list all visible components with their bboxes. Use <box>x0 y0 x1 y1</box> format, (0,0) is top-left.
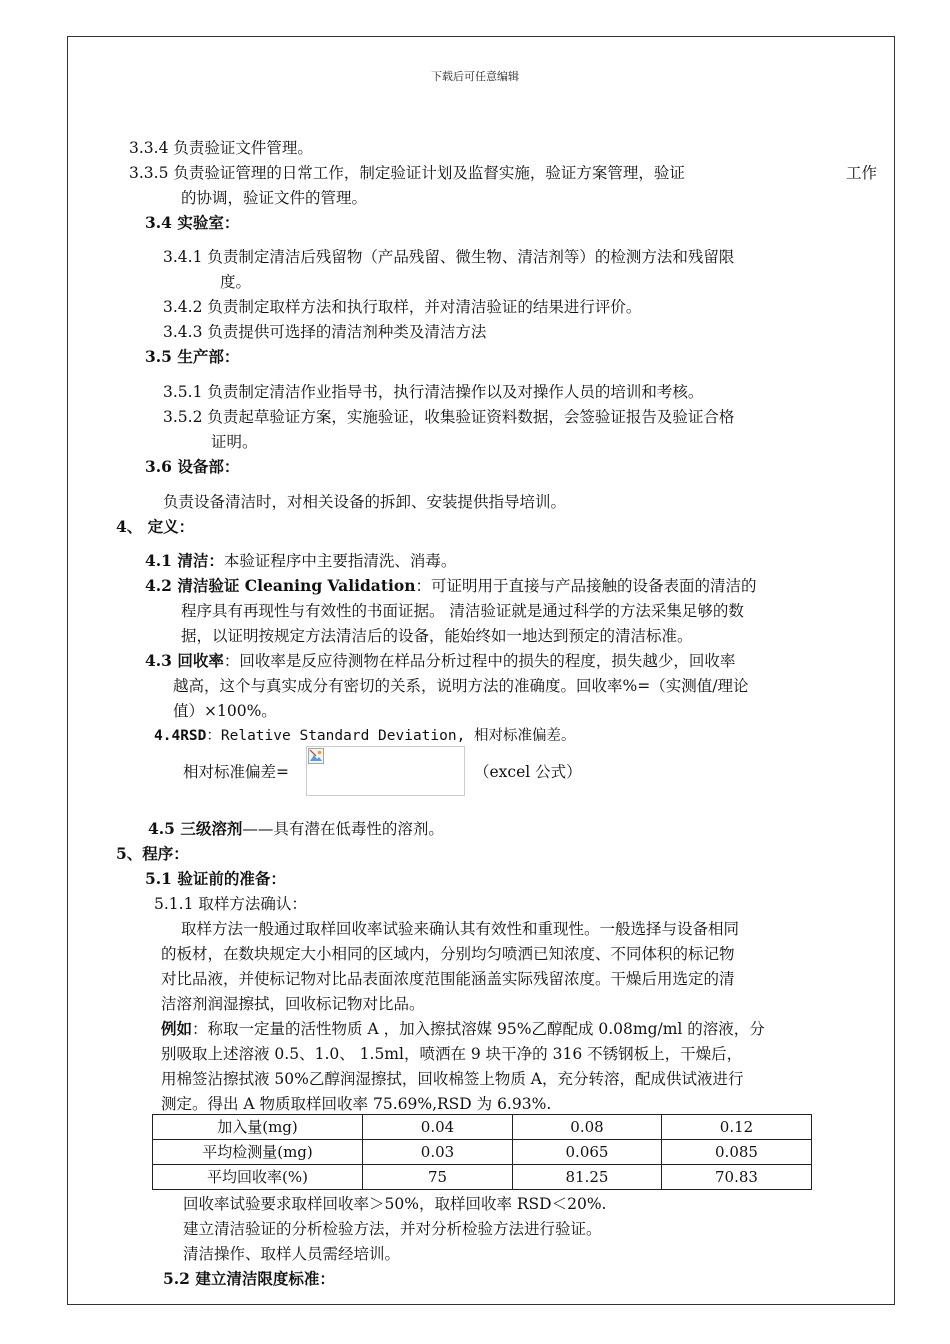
table-row <box>153 1115 812 1140</box>
line-3-4-2: 3.4.2 负责制定取样方法和执行取样，并对清洁验证的结果进行评价。 <box>163 298 642 316</box>
rsd-formula-note: （excel 公式） <box>474 763 582 781</box>
line-3-3-5-cont: 的协调，验证文件的管理。 <box>181 189 368 207</box>
line-3-3-5-end: 工作 <box>846 164 878 182</box>
line-3-3-5: 3.3.5 负责验证管理的日常工作，制定验证计划及监督实施，验证方案管理，验证 <box>129 164 685 182</box>
para1-line4: 洁溶剂润湿擦拭，回收标记物对比品。 <box>161 995 425 1013</box>
table-cell: 0.04 <box>363 1115 513 1140</box>
example-line3: 用棉签沾擦拭液 50%乙醇润湿擦拭，回收棉签上物质 A，充分转溶，配成供试液进行 <box>161 1070 744 1088</box>
after-table-line3: 清洁操作、取样人员需经培训。 <box>183 1245 401 1263</box>
example-line1 <box>161 1017 765 1041</box>
table-cell: 75 <box>363 1165 513 1190</box>
def-4-4-text: ：Relative Standard Deviation, 相对标准偏差。 <box>206 728 576 744</box>
example-text: ：称取一定量的活性物质 A ，加入擦拭溶媒 95%乙醇配成 0.08mg/ml 的溶液，分 <box>192 1020 765 1038</box>
line-3-4-3: 3.4.3 负责提供可选择的清洁剂种类及清洁方法 <box>163 323 487 341</box>
table-row <box>153 1140 812 1165</box>
para1-line3: 对比品液，并使标记物对比品表面浓度范围能涵盖实际残留浓度。干燥后用选定的清 <box>161 970 735 988</box>
table-cell: 0.065 <box>513 1140 662 1165</box>
recovery-table <box>152 1114 812 1190</box>
def-4-2-label: 4.2 清洁验证 Cleaning Validation <box>145 576 416 595</box>
line-3-5-2: 3.5.2 负责起草验证方案，实施验证，收集验证资料数据，会签验证报告及验证合格 <box>163 408 735 426</box>
table-row-label: 平均回收率(%) <box>153 1165 363 1190</box>
rsd-formula-image-frame <box>306 746 465 796</box>
line-3-6: 负责设备清洁时，对相关设备的拆卸、安装提供指导培训。 <box>163 493 567 511</box>
def-4-1 <box>145 549 456 573</box>
table-row-label: 加入量(mg) <box>153 1115 363 1140</box>
heading-5: 5、程序： <box>116 844 189 863</box>
line-5-1-1: 5.1.1 取样方法确认： <box>154 895 307 913</box>
def-4-3-line2: 越高，这个与真实成分有密切的关系，说明方法的准确度。回收率%=（实测值/理论 <box>173 677 749 695</box>
after-table-line1: 回收率试验要求取样回收率＞50%，取样回收率 RSD＜20%. <box>183 1195 607 1213</box>
def-4-2-text: ：可证明用于直接与产品接触的设备表面的清洁的 <box>415 577 757 595</box>
def-4-5 <box>148 817 444 841</box>
heading-5-2: 5.2 建立清洁限度标准： <box>163 1269 335 1288</box>
def-4-5-label: 4.5 三级溶剂 <box>148 819 243 838</box>
heading-3-4: 3.4 实验室： <box>145 213 240 232</box>
table-cell: 0.03 <box>363 1140 513 1165</box>
para1-line2: 的板材，在数块规定大小相同的区域内，分别均匀喷洒已知浓度、不同体积的标记物 <box>161 945 735 963</box>
heading-3-6: 3.6 设备部： <box>145 457 240 476</box>
heading-4: 4、 定义： <box>116 517 195 536</box>
def-4-3 <box>145 649 735 673</box>
header-note: 下载后可任意编辑 <box>431 70 519 83</box>
para1-line1: 取样方法一般通过取样回收率试验来确认其有效性和重现性。一般选择与设备相同 <box>181 920 740 938</box>
def-4-4 <box>154 724 576 748</box>
def-4-2-line3: 据，以证明按规定方法清洁后的设备，能始终如一地达到预定的清洁标准。 <box>181 627 693 645</box>
example-line2: 别吸取上述溶液 0.5、1.0、 1.5ml，喷洒在 9 块干净的 316 不锈钢板上，干燥后， <box>161 1045 743 1063</box>
def-4-2 <box>145 574 757 598</box>
line-3-5-2-cont: 证明。 <box>211 433 258 451</box>
def-4-1-text: 本验证程序中主要指清洗、消毒。 <box>223 552 457 570</box>
def-4-4-label: 4.4RSD <box>154 728 207 744</box>
after-table-line2: 建立清洁验证的分析检验方法，并对分析检验方法进行验证。 <box>183 1220 602 1238</box>
broken-image-icon <box>308 748 324 764</box>
line-3-3-4: 3.3.4 负责验证文件管理。 <box>129 139 313 157</box>
line-3-4-1-cont: 度。 <box>220 273 252 291</box>
table-cell: 70.83 <box>662 1165 812 1190</box>
table-cell: 0.12 <box>662 1115 812 1140</box>
def-4-5-text: ——具有潜在低毒性的溶剂。 <box>242 820 444 838</box>
example-label: 例如 <box>161 1019 193 1038</box>
example-line4: 测定。得出 A 物质取样回收率 75.69%,RSD 为 6.93%. <box>161 1095 552 1113</box>
def-4-2-line2: 程序具有再现性与有效性的书面证据。 清洁验证就是通过科学的方法采集足够的数 <box>181 602 744 620</box>
heading-5-1: 5.1 验证前的准备： <box>145 869 286 888</box>
def-4-3-line3: 值）×100%。 <box>173 702 277 720</box>
rsd-formula-label: 相对标准偏差= <box>183 763 289 781</box>
line-3-4-1: 3.4.1 负责制定清洁后残留物（产品残留、微生物、清洁剂等）的检测方法和残留限 <box>163 248 735 266</box>
table-row <box>153 1165 812 1190</box>
table-cell: 81.25 <box>513 1165 662 1190</box>
table-row-label: 平均检测量(mg) <box>153 1140 363 1165</box>
table-cell: 0.085 <box>662 1140 812 1165</box>
heading-3-5: 3.5 生产部： <box>145 347 240 366</box>
table-cell: 0.08 <box>513 1115 662 1140</box>
line-3-5-1: 3.5.1 负责制定清洁作业指导书，执行清洁操作以及对操作人员的培训和考核。 <box>163 383 704 401</box>
def-4-3-text: ：回收率是反应待测物在样品分析过程中的损失的程度，损失越少，回收率 <box>223 652 736 670</box>
def-4-3-label: 4.3 回收率 <box>145 651 224 670</box>
def-4-1-label: 4.1 清洁： <box>145 551 224 570</box>
